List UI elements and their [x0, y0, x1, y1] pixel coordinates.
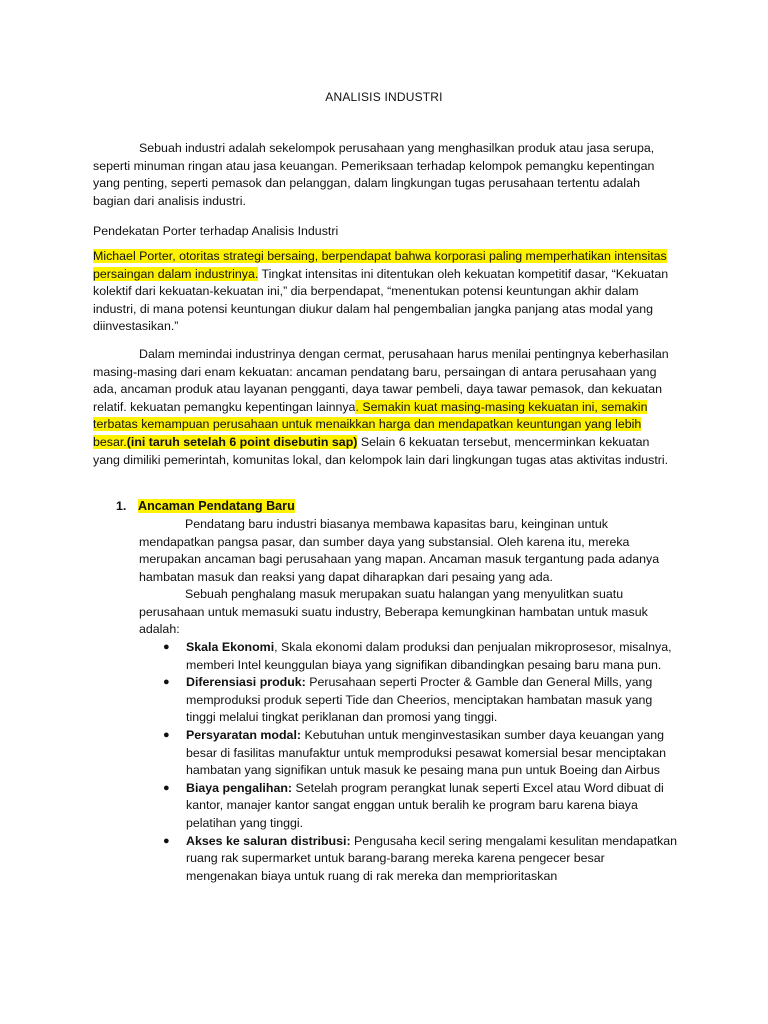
intro-paragraph: Sebuah industri adalah sekelompok perusahaan yang menghasilkan produk atau jasa serupa, seperti minuman ringan atau jasa keuangan. Pemeriksaan terhadap kelompok pemangku kepentingan yang penting, seperti pemasok dan pelanggan, dalam lingkungan tugas perusahaan tertentu adalah bagian dari analisis industri.	[93, 141, 655, 208]
bullet-icon: ●	[163, 728, 170, 741]
list-item-text: Setelah program perangkat lunak seperti Excel atau Word dibuat di kantor, manajer kantor sangat enggan untuk beralih ke program baru karena biaya pelatihan yang tinggi.	[186, 780, 664, 830]
item-number: 1.	[116, 499, 127, 513]
bullet-icon: ●	[163, 834, 170, 847]
bullet-icon: ●	[163, 641, 170, 653]
section-heading: Pendekatan Porter terhadap Analisis Industri	[93, 224, 339, 238]
list-item	[139, 639, 679, 674]
list-item-text: , Skala ekonomi dalam produksi dan penjualan mikroprosesor, misalnya, memberi Intel keunggulan biaya yang signifikan dibandingkan pesaing baru mana pun.	[186, 640, 672, 672]
highlighted-text: Michael Porter, otoritas strategi bersaing, berpendapat bahwa korporasi paling memperhatikan intensitas persaingan dalam industrinya.	[93, 249, 667, 281]
list-item	[139, 674, 679, 727]
list-item-term: Persyaratan modal:	[186, 727, 302, 742]
list-item-text: Kebutuhan untuk menginvestasikan sumber daya keuangan yang besar di fasilitas manufaktur untuk memproduksi pesawat komersial besar menciptakan hambatan yang signifikan untuk masuk ke pesaing mana pun untuk Boeing dan Airbus	[186, 727, 667, 778]
item-paragraph: Sebuah penghalang masuk merupakan suatu halangan yang menyulitkan suatu perusahaan untuk memasuki suatu industry, Beberapa kemungkinan hambatan untuk masuk adalah:	[139, 587, 648, 637]
porter-paragraph	[93, 248, 676, 336]
list-item	[139, 780, 679, 833]
bullet-icon: ●	[163, 676, 170, 689]
bullet-icon: ●	[163, 781, 170, 794]
list-item-text: Pengusaha kecil sering mengalami kesulitan mendapatkan ruang rak supermarket untuk barang-barang mereka karena pengecer besar mengenakan biaya untuk ruang di rak mereka dan memprioritaskan	[186, 833, 678, 883]
list-item	[139, 833, 679, 886]
highlighted-note: (ini taruh setelah 6 point disebutin sap)	[126, 434, 358, 449]
highlighted-text: . Semakin kuat masing-masing kekuatan ini, semakin terbatas kemampuan perusahaan untuk menaikkan harga dan mendapatkan keuntungan yang lebih besar.	[93, 399, 648, 449]
numbered-item-1	[116, 498, 295, 516]
document-title: ANALISIS INDUSTRI	[325, 90, 443, 104]
list-item-term: Biaya pengalihan:	[186, 780, 293, 795]
paragraph-text: Tingkat intensitas ini ditentukan oleh kekuatan kompetitif dasar, “Kekuatan kolektif dari kekuatan-kekuatan ini,” dia berpendapat, “menentukan potensi keuntungan akhir dalam industri, di mana potensi keuntungan diukur dalam hal pengembalian jangka panjang atas modal yang diinvestasikan.”	[93, 266, 669, 334]
list-item	[139, 727, 679, 780]
barrier-list	[139, 639, 679, 885]
list-item-text: Perusahaan seperti Procter & Gamble dan General Mills, yang memproduksi produk seperti Tide dan Cheerios, menciptakan hambatan masuk yang tinggi melalui tingkat periklanan dan promosi yang tinggi.	[186, 675, 653, 725]
paragraph-text: Dalam memindai industrinya dengan cermat, perusahaan harus menilai pentingnya keberhasilan masing-masing dari enam kekuatan: ancaman pendatang baru, persaingan di antara perusahaan yang ada, ancaman produk atau layanan pengganti, daya tawar pembeli, daya tawar pemasok, dan kekuatan relatif. kekuatan pemangku kepentingan lainnya	[93, 347, 669, 414]
list-item-term: Diferensiasi produk:	[186, 675, 306, 690]
paragraph-text: Selain 6 kekuatan tersebut, mencerminkan kekuatan yang dimiliki pemerintah, komunitas lokal, dan kelompok lain dari lingkungan tugas atas aktivitas industri.	[93, 434, 669, 467]
list-item-term: Skala Ekonomi	[186, 640, 275, 654]
forces-paragraph	[93, 346, 676, 469]
list-item-term: Akses ke saluran distribusi:	[186, 833, 351, 848]
item-heading: Ancaman Pendatang Baru	[138, 499, 295, 513]
item-paragraph: Pendatang baru industri biasanya membawa kapasitas baru, keinginan untuk mendapatkan pangsa pasar, dan sumber daya yang substansial. Oleh karena itu, mereka merupakan ancaman bagi perusahaan yang mapan. Ancaman masuk tergantung pada adanya hambatan masuk dan reaksi yang dapat diharapkan dari pesaing yang ada.	[139, 517, 660, 584]
